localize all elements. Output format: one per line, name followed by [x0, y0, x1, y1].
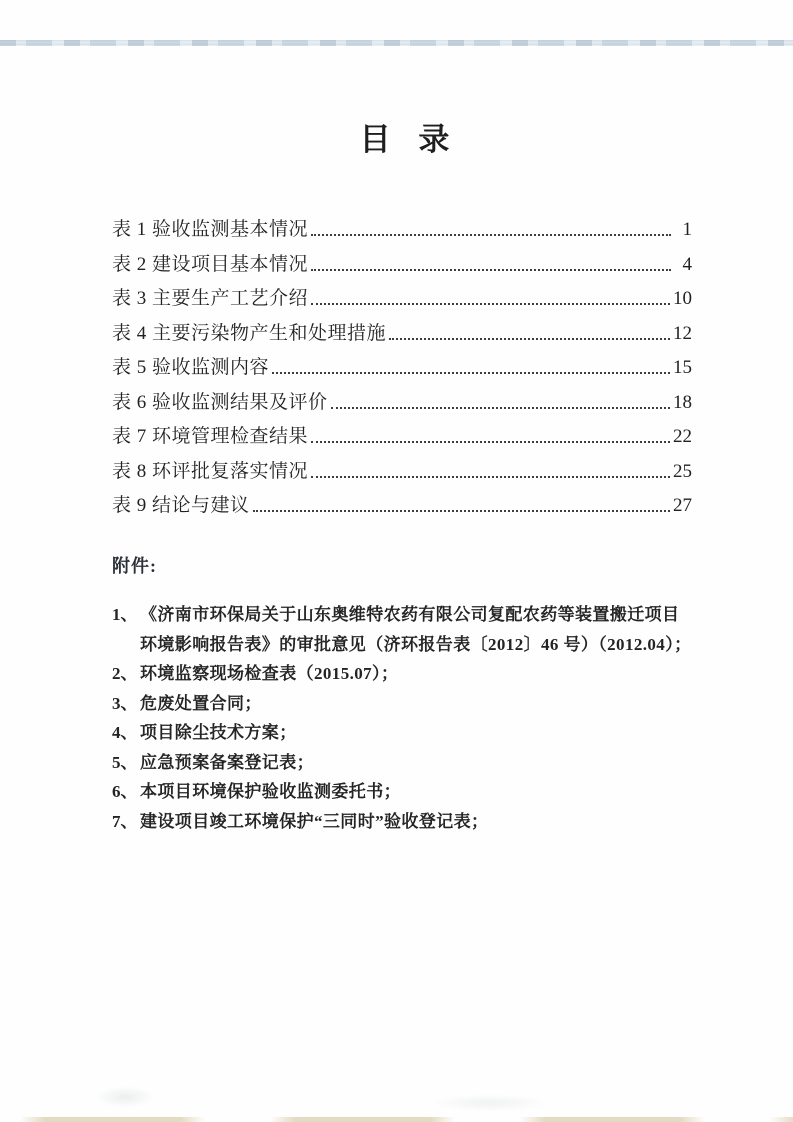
attachment-item — [112, 777, 696, 807]
attachment-item — [112, 807, 696, 837]
attachment-item-number: 3、 — [112, 693, 138, 713]
attachment-item-number: 4、 — [112, 723, 138, 742]
attachments-heading: 附件: — [112, 556, 157, 576]
attachment-item-text: 危废处置合同； — [140, 693, 262, 713]
toc-entry — [112, 254, 692, 289]
dot-leader — [311, 254, 671, 271]
scan-smudge — [430, 1094, 550, 1112]
attachment-item — [112, 689, 696, 719]
attachment-item-text: 项目除尘技术方案； — [140, 723, 297, 742]
toc-entry — [112, 288, 692, 323]
top-scan-artifact-band — [0, 40, 793, 46]
toc-entry-label: 表 9 结论与建议 — [112, 495, 250, 516]
toc-page-number: 22 — [673, 426, 692, 447]
dot-leader — [331, 392, 670, 409]
toc-entry — [112, 323, 692, 358]
attachment-item-number: 5、 — [112, 752, 138, 772]
attachments-section — [112, 556, 696, 836]
toc-entry-label: 表 2 建设项目基本情况 — [112, 253, 309, 275]
toc-entry-label: 表 1 验收监测基本情况 — [112, 219, 309, 240]
attachment-item-number: 6、 — [112, 782, 138, 801]
dot-leader — [311, 219, 671, 236]
table-of-contents — [112, 219, 692, 530]
toc-entry — [112, 426, 692, 461]
toc-entry-label: 表 6 验收监测结果及评价 — [112, 391, 328, 413]
toc-entry-label: 表 8 环评批复落实情况 — [112, 460, 309, 482]
toc-page-number: 1 — [682, 219, 692, 240]
toc-page-number: 15 — [673, 357, 692, 378]
dot-leader — [311, 461, 670, 478]
attachment-item-number: 1、 — [112, 605, 138, 624]
attachment-item — [112, 718, 696, 748]
dot-leader — [253, 495, 670, 512]
toc-entry-label: 表 5 验收监测内容 — [112, 357, 270, 378]
attachment-item-number: 2、 — [112, 664, 138, 683]
attachment-item-text: 应急预案备案登记表； — [140, 752, 314, 772]
toc-page-number: 12 — [673, 322, 692, 344]
bottom-scan-artifact-band — [0, 1117, 793, 1122]
attachment-item — [112, 600, 696, 659]
attachment-item-text: 本项目环境保护验收监测委托书； — [140, 782, 401, 801]
attachment-item-text: 《济南市环保局关于山东奥维特农药有限公司复配农药等装置搬迁项目环境影响报告表》的审批意见（济环报告表〔2012〕46 号）（2012.04）； — [140, 605, 692, 654]
toc-page-number: 10 — [673, 288, 692, 309]
toc-entry-label: 表 4 主要污染物产生和处理措施 — [112, 322, 387, 344]
attachment-item-text: 环境监察现场检查表（2015.07）； — [140, 664, 399, 683]
attachment-item — [112, 659, 696, 689]
toc-page-number: 18 — [673, 391, 692, 413]
attachment-item-text: 建设项目竣工环境保护“三同时”验收登记表； — [140, 811, 489, 831]
scan-smudge — [95, 1086, 155, 1108]
dot-leader — [311, 426, 670, 443]
dot-leader — [311, 288, 670, 305]
toc-entry — [112, 219, 692, 254]
toc-page-number: 4 — [682, 253, 692, 275]
toc-entry — [112, 357, 692, 392]
toc-entry — [112, 495, 692, 530]
toc-page-number: 27 — [673, 495, 692, 516]
dot-leader — [389, 323, 670, 340]
toc-entry — [112, 461, 692, 496]
toc-entry-label: 表 3 主要生产工艺介绍 — [112, 288, 309, 309]
toc-entry — [112, 392, 692, 427]
attachment-item — [112, 748, 696, 778]
toc-page-number: 25 — [673, 460, 692, 482]
attachment-item-number: 7、 — [112, 811, 138, 831]
dot-leader — [272, 357, 670, 374]
toc-entry-label: 表 7 环境管理检查结果 — [112, 426, 309, 447]
page-title: 目 录 — [359, 122, 452, 157]
